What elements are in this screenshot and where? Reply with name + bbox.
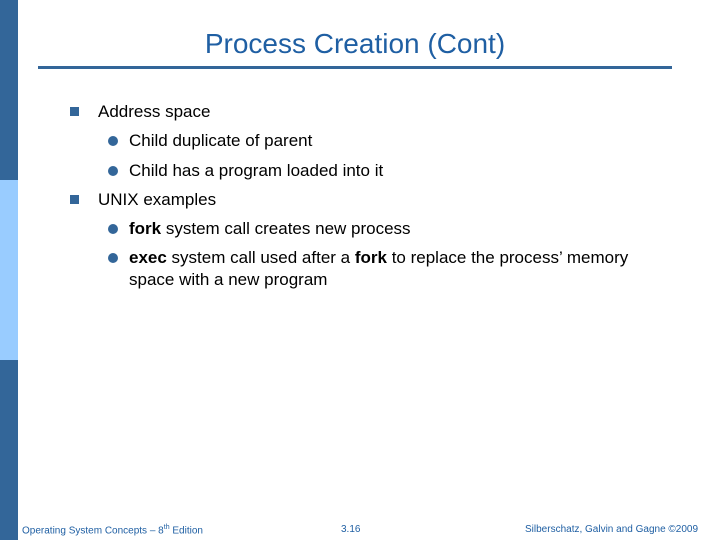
sub-bullet-text bbox=[129, 218, 411, 240]
circle-bullet-icon bbox=[108, 253, 118, 263]
keyword-fork: fork bbox=[354, 248, 387, 267]
sub-bullet-text: space with a new program bbox=[129, 270, 328, 289]
sidebar-stripe bbox=[0, 0, 18, 540]
bullet-text: Address space bbox=[98, 102, 211, 121]
keyword-exec: exec bbox=[129, 248, 167, 267]
slide-title: Process Creation (Cont) bbox=[204, 28, 506, 59]
sub-bullet-text: Child has a program loaded into it bbox=[129, 161, 384, 180]
footer-book-title bbox=[22, 524, 203, 536]
sub-bullet-text: Child duplicate of parent bbox=[129, 131, 313, 150]
text-run: to replace the process’ memory bbox=[386, 248, 629, 267]
sidebar-segment-bottom bbox=[0, 360, 18, 540]
bullet-text: UNIX examples bbox=[98, 190, 217, 209]
footer-book-sup: th bbox=[163, 524, 170, 531]
circle-bullet-icon bbox=[108, 166, 118, 176]
title-underline bbox=[38, 66, 672, 69]
keyword-fork: fork bbox=[129, 219, 162, 238]
footer-authors: Silberschatz, Galvin and Gagne ©2009 bbox=[525, 524, 699, 535]
page-number: 3.16 bbox=[341, 524, 361, 535]
square-bullet-icon bbox=[70, 107, 79, 116]
footer-book-prefix: Operating System Concepts – 8 bbox=[22, 525, 164, 537]
square-bullet-icon bbox=[70, 195, 79, 204]
circle-bullet-icon bbox=[108, 136, 118, 146]
sub-bullet-text bbox=[129, 247, 628, 269]
circle-bullet-icon bbox=[108, 224, 118, 234]
footer-book-suffix: Edition bbox=[169, 525, 203, 537]
sidebar-segment-top bbox=[0, 0, 18, 180]
text-run: system call used after a bbox=[166, 248, 355, 267]
sidebar-segment-middle bbox=[0, 180, 18, 360]
text-run: system call creates new process bbox=[161, 219, 411, 238]
